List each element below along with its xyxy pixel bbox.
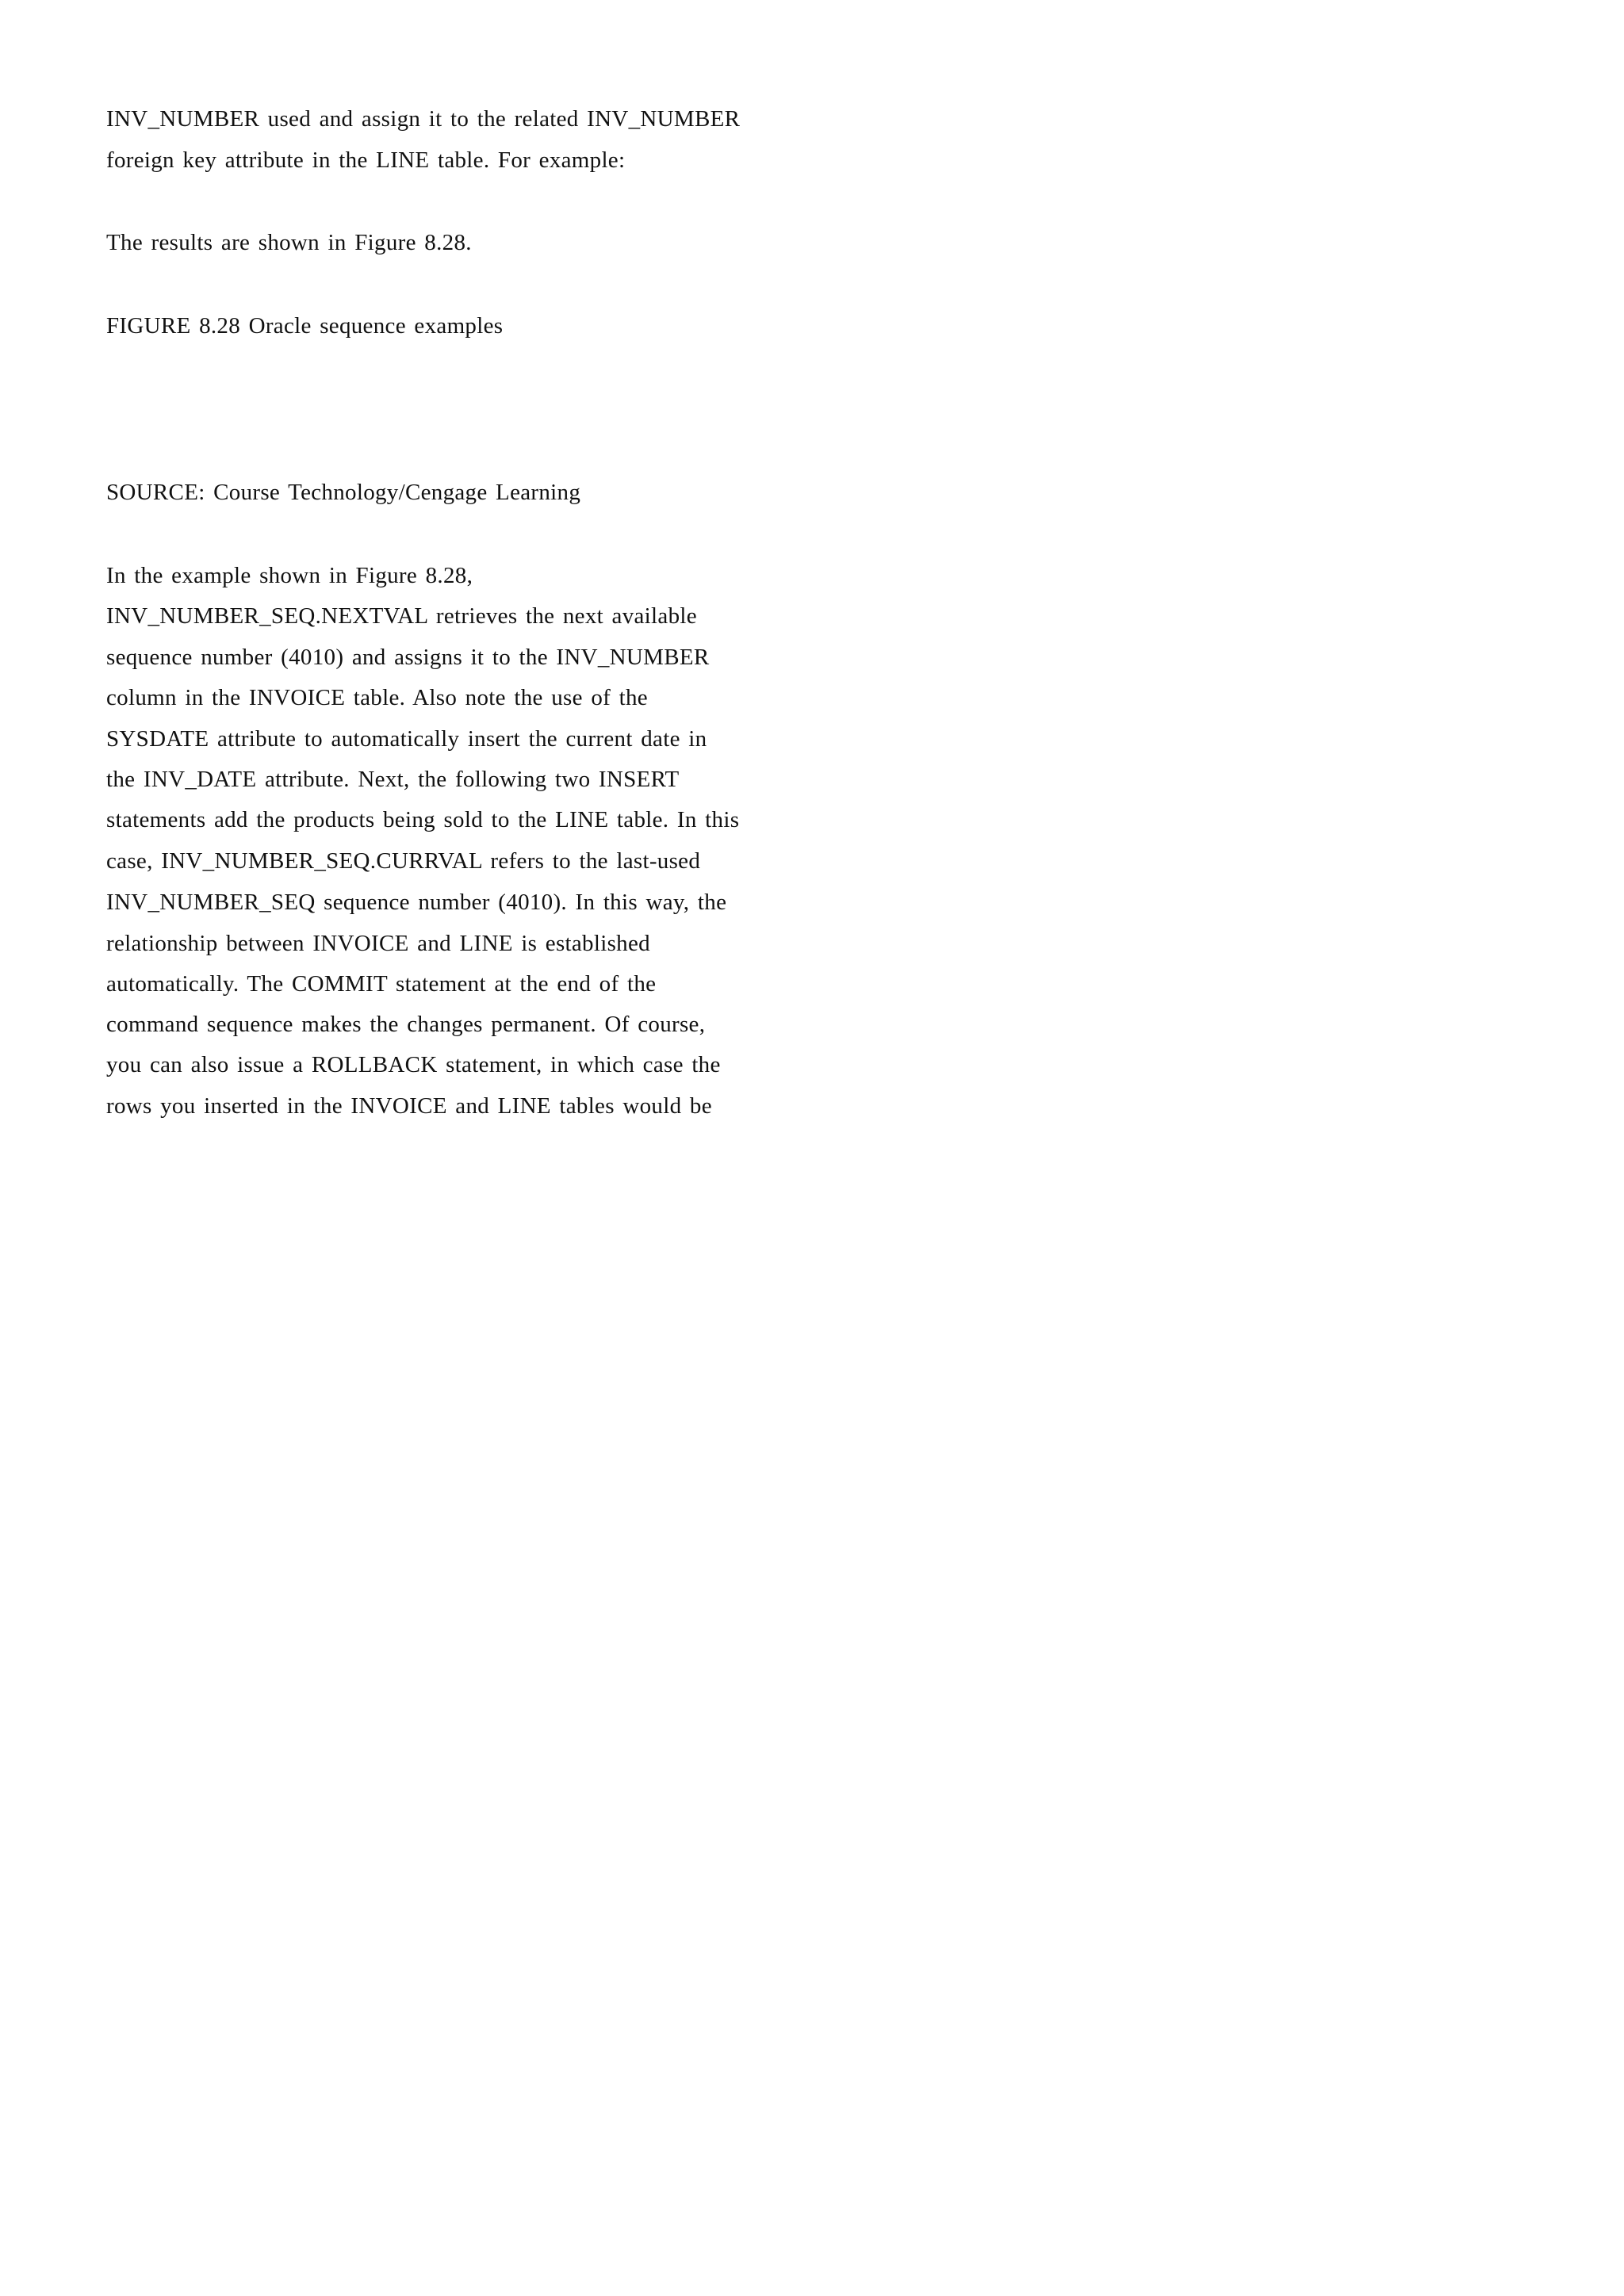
body-line-3: sequence number (4010) and assigns it to the INV_NUMBER	[106, 645, 710, 670]
body-line-12: command sequence makes the changes permanent. Of course,	[106, 1012, 706, 1037]
body-line-1: In the example shown in Figure 8.28,	[106, 563, 473, 588]
body-line-13: you can also issue a ROLLBACK statement, in which case the	[106, 1052, 721, 1077]
document-page	[0, 0, 872, 1234]
intro-line-2: foreign key attribute in the LINE table. For example:	[106, 147, 626, 173]
body-line-7: statements add the products being sold to the LINE table. In this	[106, 807, 740, 832]
body-line-9: INV_NUMBER_SEQ sequence number (4010). In this way, the	[106, 890, 727, 915]
body-line-5: SYSDATE attribute to automatically insert the current date in	[106, 726, 707, 752]
body-line-6: the INV_DATE attribute. Next, the following two INSERT	[106, 767, 680, 792]
figure-caption: FIGURE 8.28 Oracle sequence examples	[106, 313, 504, 339]
body-line-14: rows you inserted in the INVOICE and LINE tables would be	[106, 1093, 712, 1119]
body-line-8: case, INV_NUMBER_SEQ.CURRVAL refers to the last-used	[106, 848, 701, 874]
source-line: SOURCE: Course Technology/Cengage Learning	[106, 480, 581, 505]
intro-line-1: INV_NUMBER used and assign it to the related INV_NUMBER	[106, 106, 741, 132]
body-line-2: INV_NUMBER_SEQ.NEXTVAL retrieves the next available	[106, 603, 697, 629]
body-line-4: column in the INVOICE table. Also note the use of the	[106, 685, 648, 710]
results-line: The results are shown in Figure 8.28.	[106, 230, 472, 255]
body-line-10: relationship between INVOICE and LINE is established	[106, 931, 650, 956]
body-line-11: automatically. The COMMIT statement at the end of the	[106, 971, 657, 997]
